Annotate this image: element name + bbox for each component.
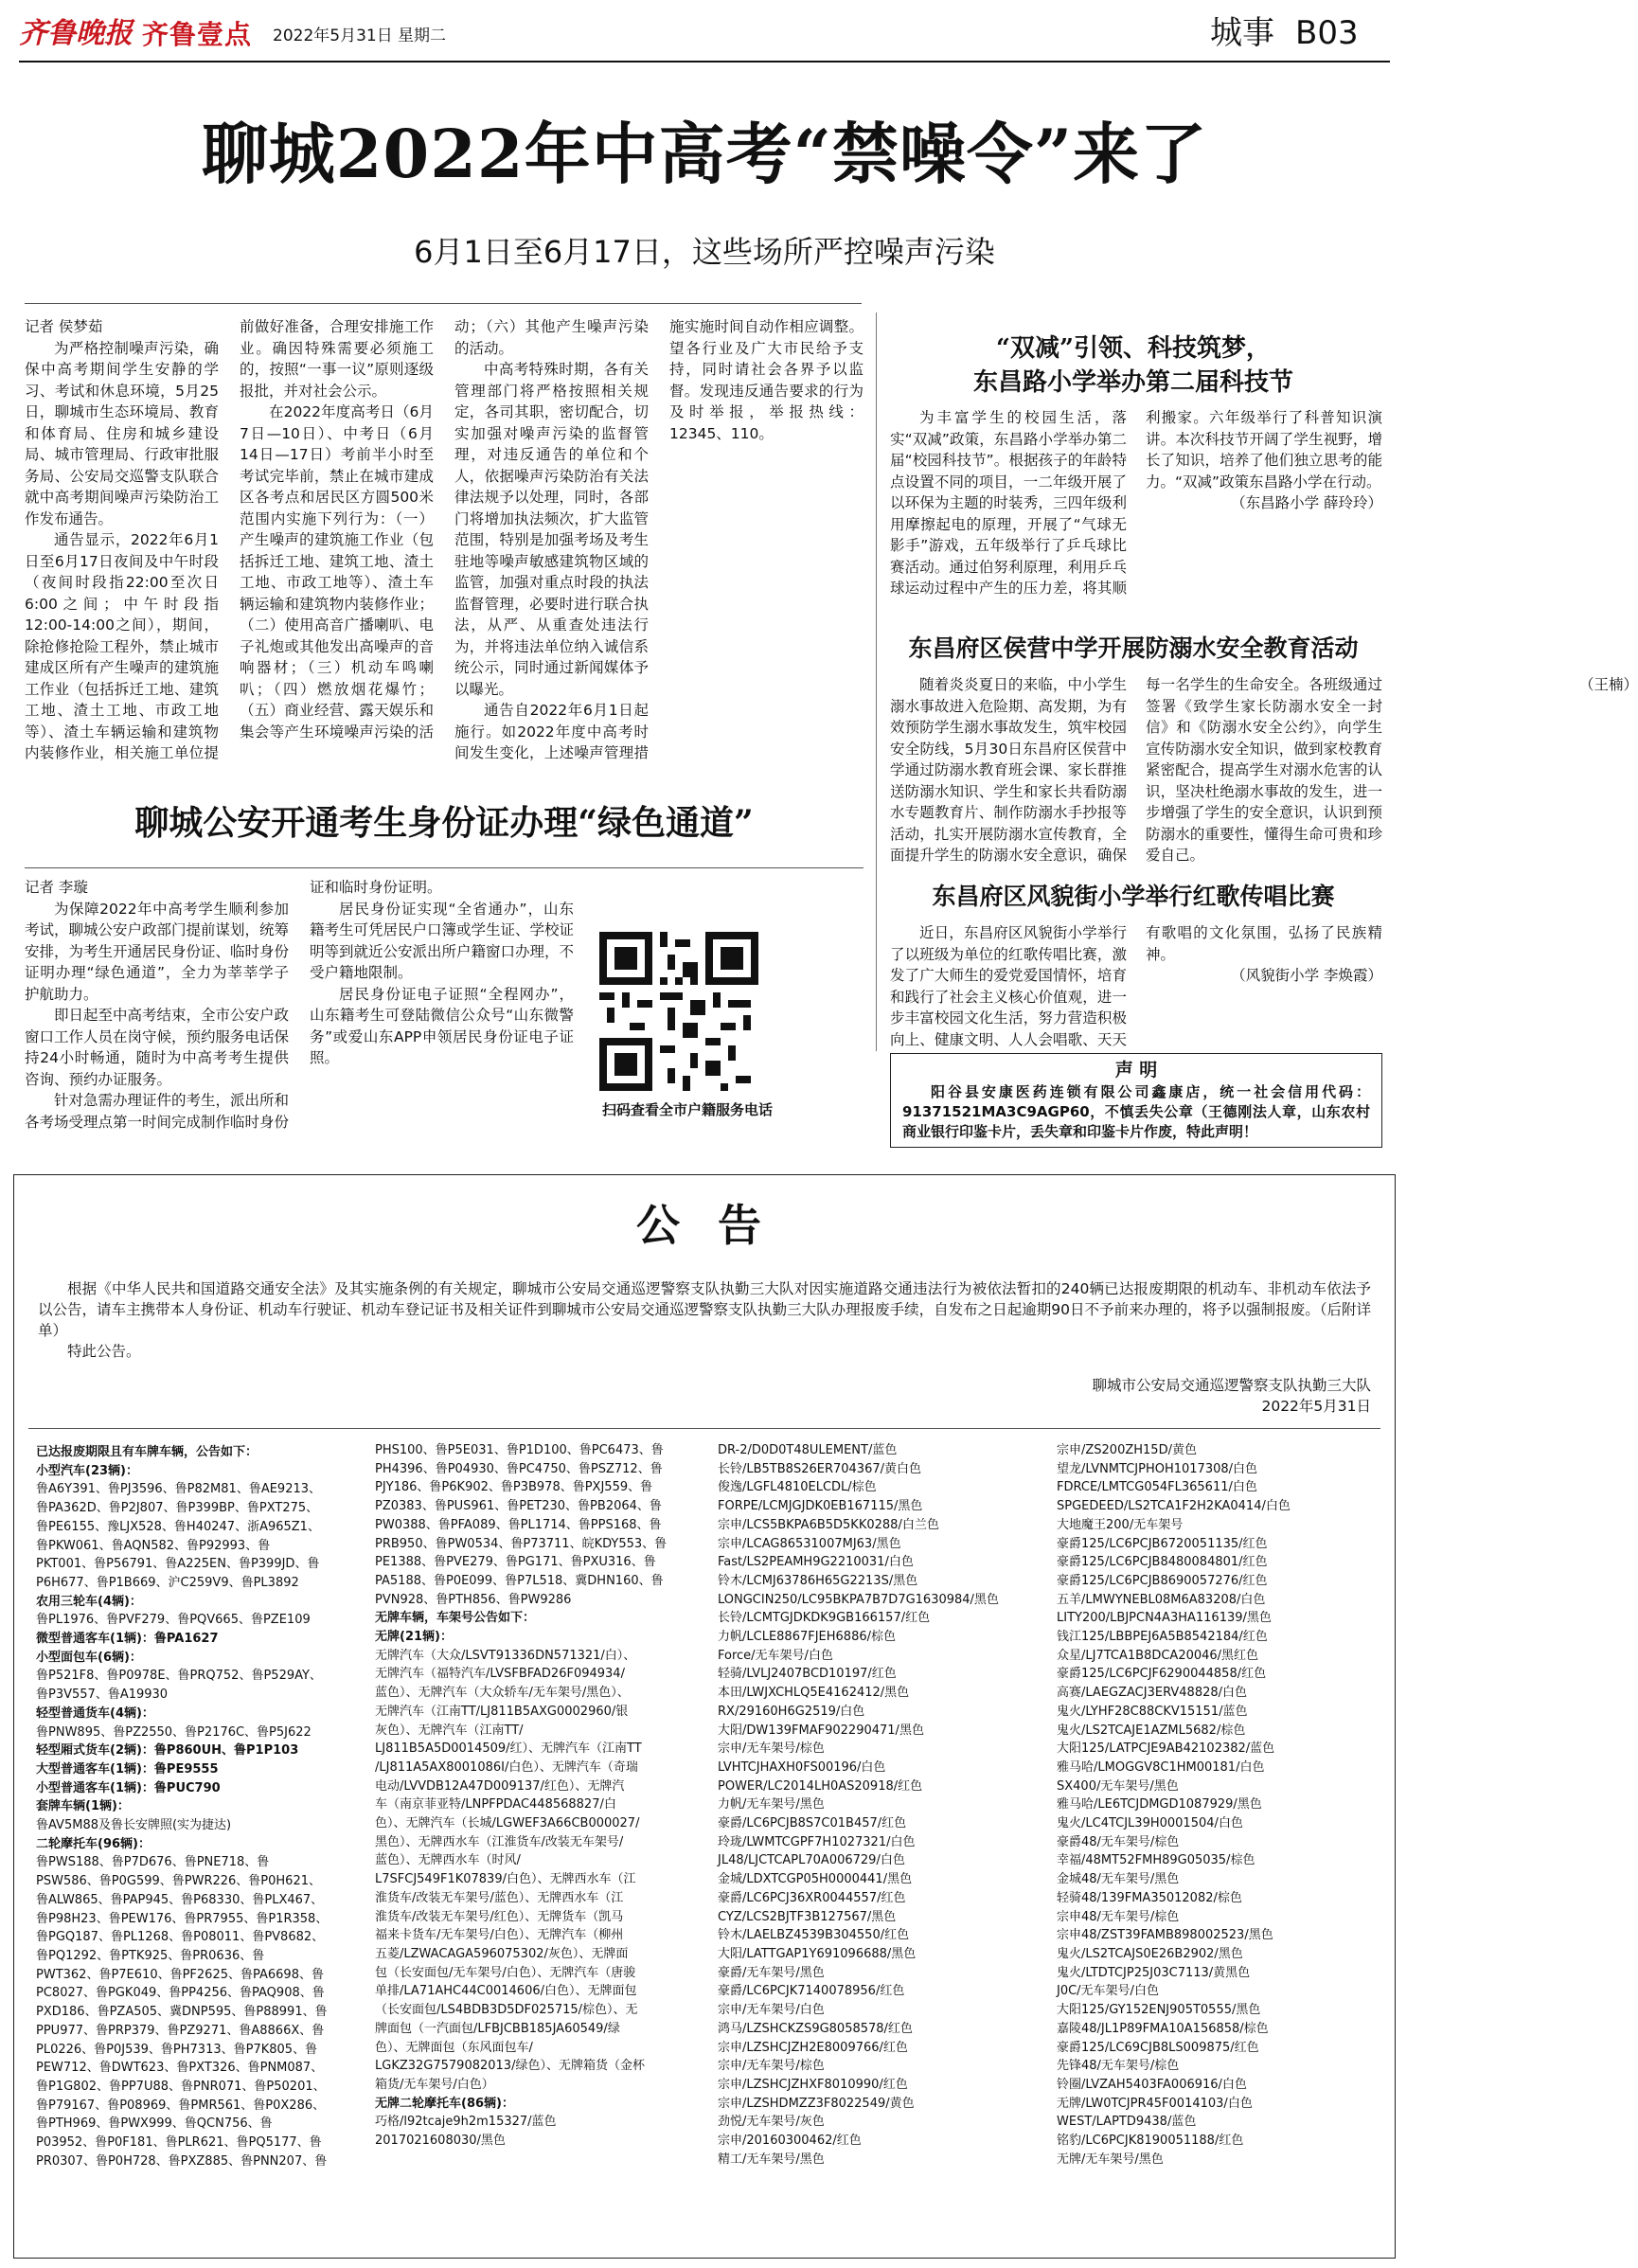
id-headline-rule xyxy=(25,867,864,868)
vehicle-list-line: 宗申/20160300462/红色 xyxy=(718,2134,862,2149)
vehicle-list-line: 豪爵/无车架号/黑色 xyxy=(718,1965,825,1980)
vehicle-list-line: 无牌汽车（大众/LSVT91336DN571321/白）、 xyxy=(375,1648,636,1663)
vehicle-list-line: LONGCIN250/LC95BKPA7B7D7G1630984/黑色 xyxy=(718,1592,999,1607)
id-paragraph: 居民身份证实现“全省通办”，山东籍考生可凭居民户口簿或学生证、学校证明等到就近公安派出所户籍窗口办理，不受户籍地限制。 xyxy=(310,900,575,981)
statement-title: 声 明 xyxy=(1114,1060,1158,1080)
vehicle-list-line: 鲁P98H23、鲁PEW176、鲁PR7955、鲁P1R358、 xyxy=(36,1911,329,1926)
vehicle-list-line: PL0226、鲁P0J539、鲁PH7313、鲁P7K805、鲁 xyxy=(36,2042,318,2057)
vehicle-list-line: 鲁ALW865、鲁PAP945、鲁P68330、鲁PLX467、 xyxy=(36,1892,324,1907)
vehicle-list-line: 五菱/LZWACAGA596075302/灰色）、无牌面 xyxy=(375,1946,629,1961)
id-paragraph: 针对急需办理证件的考生，派出所和各考场受理点第一时间完成制作临时身份证和临时身份证明。 xyxy=(25,879,442,1131)
vehicle-list-line: PXD186、鲁PZA505、冀DNP595、鲁P88991、鲁 xyxy=(36,2005,328,2020)
vehicle-list-line: 先锋48/无车架号/棕色 xyxy=(1057,2059,1180,2074)
vehicle-list-line: 豪爵125/LC6PCJF6290044858/红色 xyxy=(1057,1667,1267,1682)
vehicle-list-line: 钱江125/LBBPEJ6A5B8542184/红色 xyxy=(1057,1630,1268,1645)
vehicle-list-line: 鲁PA362D、鲁P2J807、鲁P399BP、鲁PXT275、 xyxy=(36,1501,319,1516)
vehicle-list-line: LITY200/LBJPCN4A3HA116139/黑色 xyxy=(1057,1611,1272,1626)
vehicle-list-line: 豪爵125/LC6PCJB8690057276/红色 xyxy=(1057,1573,1268,1588)
vehicle-list-line: 宗申48/ZST39FAMB898002523/黑色 xyxy=(1057,1928,1273,1943)
vehicle-list-line: 淮货车/改装无车架号/红色）、无牌货车（凯马 xyxy=(375,1909,624,1924)
vehicle-list-line: 五羊/LMWYNEBL08M6A83208/白色 xyxy=(1057,1592,1266,1607)
vehicle-list-line: L7SFCJ549F1K07839/白色）、无牌西水车（江 xyxy=(375,1872,636,1887)
tech-credit: （东昌路小学 薛玲玲） xyxy=(1231,494,1382,511)
vehicle-list-line: 玲珑/LWMTCGPF7H1027321/白色 xyxy=(718,1834,916,1849)
issue-weekday: 星期二 xyxy=(398,27,446,45)
vehicle-list-line: FORPE/LCMJGJDK0EB167115/黑色 xyxy=(718,1499,923,1514)
lead-paragraph: 通告显示，2022年6月1日至6月17日夜间及中午时段（夜间时段指22:00至次日6:00之间；中午时段指12:00-14:00之间），期间，除抢修抢险工程外，禁止城市建成区所有产生噪声的建筑施工作业（包括拆迁工地、建筑工地、渣土工地、市政工地等）、渣土车辆运输和建筑物内装修作业，相关施工单位提前做好准备，合理安排施工作业。确因特殊需要必须施工的，按照“一事一议”原则逐级报批，并对社会公示。 xyxy=(25,318,434,761)
lead-paragraph: 中高考特殊时期，各有关管理部门将严格按照相关规定，各司其职，密切配合，切实加强对噪声污染的监督管理，对违反通告的单位和个人，依据噪声污染防治有关法律法规予以处理，同时，各部门将增加执法频次，扩大监管范围，特别是加强考场及考生驻地等噪声敏感建筑物区域的监管，加强对重点时段的执法监督管理，必要时进行联合执法，从严、从重查处违法行为，并将违法单位纳入诚信系统公示，同时通过新闻媒体予以曝光。 xyxy=(454,361,649,698)
statement-body: 阳谷县安康医药连锁有限公司鑫康店，统一社会信用代码：91371521MA3C9AGP60，不慎丢失公章（王德刚法人章，山东农村商业银行印鉴卡片，丢失章和印鉴卡片作废，特此声明！ xyxy=(902,1083,1370,1140)
vehicle-list-line: PH4396、鲁P04930、鲁PC4750、鲁PSZ712、鲁 xyxy=(375,1461,663,1476)
vehicle-list-line: 幸福/48MT52FMH89G05035/棕色 xyxy=(1057,1853,1255,1868)
vehicle-list-line: 2017021608030/黑色 xyxy=(375,2134,506,2149)
masthead xyxy=(0,0,1409,66)
vehicle-list-line: 鬼火/LS2TCAJS0E26B2902/黑色 xyxy=(1057,1946,1243,1961)
vehicle-list-line: 黑色）、无牌西水车（江淮货车/改装无车架号/ xyxy=(375,1834,624,1849)
vehicle-list-line: 金城/LDXTCGP05H0000441/黑色 xyxy=(718,1872,913,1887)
vehicle-list-line: PR0307、鲁P0H728、鲁PXZ885、鲁PNN207、鲁 xyxy=(36,2153,328,2169)
vehicle-list-line: 宗申48/无车架号/棕色 xyxy=(1057,1909,1180,1924)
vehicle-list-line: PRB950、鲁PW0534、鲁P73711、皖KDY553、鲁 xyxy=(375,1536,668,1551)
notice-title: 公 告 xyxy=(635,1200,773,1251)
lead-subhead: 6月1日至6月17日，这些场所严控噪声污染 xyxy=(414,234,995,270)
vehicle-list-line: 套牌车辆(1辆)： xyxy=(36,1799,130,1814)
notice-date: 2022年5月31日 xyxy=(1261,1398,1371,1415)
vehicle-list-line: 小型面包车(6辆)： xyxy=(36,1650,142,1665)
vehicle-list-line: 精工/无车架号/黑色 xyxy=(718,2152,825,2167)
vehicle-list-line: LJ811B5A5D0014509/红）、无牌汽车（江南TT xyxy=(375,1741,642,1757)
lead-paragraph: 在2022年度高考日（6月7日—10日）、中考日（6月14日—17日）考前半小时至考试完毕前，禁止在城市建成区各考点和居民区方圆500米范围内实施下列行为：（一）产生噪声的建筑施工作业（包括拆迁工地、建筑工地、渣土工地、市政工地等）、渣土车辆运输和建筑物内装修作业；（二）使用高音广播喇叭、电子礼炮或其他发出高噪声的音响器材；（三）机动车鸣喇叭；（四）燃放烟花爆竹；（五）商业经营、露天娱乐和集会等产生环境噪声污染的活动；（六）其他产生噪声污染的活动。 xyxy=(240,318,649,741)
vehicle-list-line: 铃圈/LVZAH5403FA006916/白色 xyxy=(1057,2077,1247,2092)
vehicle-list-line: 色）、无牌汽车（长城/LGWEF3A66CB000027/ xyxy=(375,1816,640,1831)
vehicle-list-line: Fast/LS2PEAMH9G2210031/白色 xyxy=(718,1555,914,1570)
vehicle-list-line: 鲁PWS188、鲁P7D676、鲁PNE718、鲁 xyxy=(36,1855,270,1870)
vehicle-list-line: PVN928、鲁PTH856、鲁PW9286 xyxy=(375,1592,572,1607)
song-article-body xyxy=(890,922,1382,1055)
vehicle-list-line: 雅马哈/LMOGGV8C1HM00181/白色 xyxy=(1057,1759,1265,1775)
vehicle-list-line: 宗申/LZSHCJZHXF8010990/红色 xyxy=(718,2077,908,2092)
vehicle-list-line: 鲁AV5M88及鲁长安牌照(实为捷达) xyxy=(36,1818,232,1833)
tech-paragraph: 为丰富学生的校园生活，落实“双减”政策，东昌路小学举办第二届“校园科技节”。根据孩子的年龄特点设置不同的项目，一二年级开展了以环保为主题的时装秀，三四年级利用摩擦起电的原理，开展了“气球无影手”游戏，五年级举行了乒乓球比赛活动。通过伯努利原理，利用乒乓球运动过程中产生的压力差，将其顺利搬家。六年级举行了科普知识演讲。本次科技节开阔了学生视野，增长了知识，培养了他们独立思考的能力。“双减”政策东昌路小学在行动。 xyxy=(890,409,1382,597)
vehicle-list-line: 小型汽车(23辆)： xyxy=(36,1463,138,1478)
vehicle-list-col-4 xyxy=(1057,1441,1384,2251)
vehicle-list-line: FDRCE/LMTCG054FL365611/白色 xyxy=(1057,1480,1257,1495)
vehicle-list-line: 无牌二轮摩托车(86辆)： xyxy=(375,2096,514,2111)
vehicle-list-line: PPU977、鲁PRP379、鲁PZ9271、鲁A8866X、鲁 xyxy=(36,2023,325,2038)
vehicle-list-col-3 xyxy=(718,1441,1045,2251)
vehicle-list-line: 无牌(21辆)： xyxy=(375,1630,453,1645)
id-paragraph: 居民身份证电子证照“全程网办”，山东籍考生可登陆微信公众号“山东微警务”或爱山东APP申领居民身份证电子证照。 xyxy=(310,985,574,1066)
vehicle-list-line: 豪爵125/LC69CJB8LS009875/红色 xyxy=(1057,2040,1259,2055)
vehicle-list-line: 鲁PGQ187、鲁PL1268、鲁P08011、鲁PV8682、 xyxy=(36,1930,325,1945)
vehicle-list-line: 豪爵125/LC6PCJB8480084801/红色 xyxy=(1057,1555,1268,1570)
vehicle-list-line: 无牌车辆，车架号公告如下： xyxy=(375,1611,536,1626)
vehicle-list-line: 鲁P79167、鲁P08969、鲁PMR561、鲁P0X286、 xyxy=(36,2098,326,2113)
vehicle-list-line: POWER/LC2014LH0AS20918/红色 xyxy=(718,1778,923,1794)
vehicle-list-line: 宗申/LCAG86531007MJ63/黑色 xyxy=(718,1536,901,1551)
vehicle-list-line: P03952、鲁P0F181、鲁PLR621、鲁PQ5177、鲁 xyxy=(36,2135,322,2151)
vehicle-list-line: 鲁A6Y391、鲁PJ3596、鲁P82M81、鲁AE9213、 xyxy=(36,1482,322,1497)
vehicle-list-col-2 xyxy=(375,1441,703,2251)
vehicle-list-line: 蓝色）、无牌汽车（大众轿车/无车架号/黑色）、 xyxy=(375,1686,630,1701)
paper-name: 齐鲁晚报 xyxy=(19,17,133,50)
notice-divider xyxy=(28,1428,1380,1429)
vehicle-list-line: 豪爵125/LC6PCJB6720051135/红色 xyxy=(1057,1536,1268,1551)
vehicle-list-line: 长铃/LB5TB8S26ER704367/黄白色 xyxy=(718,1461,921,1476)
vehicle-list-line: J0C/无车架号/白色 xyxy=(1057,1984,1159,1999)
lead-article-body xyxy=(25,316,864,775)
vehicle-list-line: 无牌汽车（江南TT/LJ811B5AXG0002960/银 xyxy=(375,1704,629,1719)
vehicle-list-line: 鬼火/LTDTCJP25J03C7113/黄黑色 xyxy=(1057,1965,1251,1980)
vehicle-list-line: PW0388、鲁PFA089、鲁PL1714、鲁PPS168、鲁 xyxy=(375,1517,662,1532)
vehicle-list-line: 轻骑48/139FMA35012082/棕色 xyxy=(1057,1890,1242,1905)
lead-paragraph: 通告自2022年6月1日起施行。如2022年度中高考时间发生变化，上述噪声管理措施实施时间自动作相应调整。望各行业及广大市民给予支持，同时请社会各界予以监督。发现违反通告要求的行为及时举报，举报热线：12345、110。 xyxy=(454,318,864,761)
id-article-body xyxy=(25,877,574,1152)
vehicle-list-line: P6H677、鲁P1B669、沪C259V9、鲁PL3892 xyxy=(36,1575,299,1590)
vehicle-list-line: 已达报废期限且有车牌车辆，公告如下： xyxy=(36,1445,258,1459)
vehicle-list-line: 无牌/无车架号/黑色 xyxy=(1057,2152,1164,2167)
vehicle-list-line: 铃木/LAELBZ4539B304550/红色 xyxy=(718,1928,910,1943)
vehicle-list-line: 本田/LWJXCHLQ5E4162412/黑色 xyxy=(718,1686,910,1701)
id-paragraph: 为保障2022年中高考学生顺利参加考试，聊城公安户政部门提前谋划，统筹安排，为考生开通居民身份证、临时身份证明办理“绿色通道”，全力为莘莘学子护航助力。 xyxy=(25,900,290,1003)
vehicle-list-line: 鲁PKW061、鲁AQN582、鲁P92993、鲁 xyxy=(36,1538,271,1553)
vehicle-list-line: 高赛/LAEGZACJ3ERV48828/白色 xyxy=(1057,1686,1248,1701)
song-paragraph: 近日，东昌府区风貌街小学举行了以班级为单位的红歌传唱比赛，激发了广大师生的爱党爱国情怀，培育和践行了社会主义核心价值观，进一步丰富校园文化生活，努力营造积极向上、健康文明、人人会唱歌、天天有歌唱的文化氛围，弘扬了民族精神。 xyxy=(890,924,1382,1048)
drown-article-body xyxy=(890,674,1638,883)
drown-credit: （王楠） xyxy=(1578,676,1638,693)
vehicle-list-line: 鲁PQ1292、鲁PTK925、鲁PR0636、鲁 xyxy=(36,1948,265,1963)
vehicle-list-line: 车（南京菲亚特/LNPFPDAC448568827/白 xyxy=(375,1797,616,1813)
notice-signature: 聊城市公安局交通巡逻警察支队执勤三大队 xyxy=(1092,1377,1371,1394)
vehicle-list-line: 灰色）、无牌汽车（江南TT/ xyxy=(375,1723,524,1738)
vehicle-list-line: PKT001、鲁P56791、鲁A225EN、鲁P399JD、鲁 xyxy=(36,1557,320,1572)
vehicle-list-line: 力帆/LCLE8867FJEH6886/棕色 xyxy=(718,1630,897,1645)
vehicle-list-line: LGKZ32G7579082013/绿色）、无牌箱货（金杯 xyxy=(375,2059,645,2074)
vehicle-list-line: 鸿马/LZSHCKZS9G8058578/红色 xyxy=(718,2021,913,2036)
vehicle-list-line: 望龙/LVNMTCJPHOH1017308/白色 xyxy=(1057,1461,1258,1476)
id-byline: 记者 李璇 xyxy=(25,879,88,896)
vehicle-list-line: 豪爵/LC6PCJK7140078956/红色 xyxy=(718,1984,905,1999)
column-divider xyxy=(876,313,877,1051)
vehicle-list xyxy=(1057,1441,1384,2169)
vehicle-list-line: 大阳/DW139FMAF902290471/黑色 xyxy=(718,1723,924,1738)
id-headline: 聊城公安开通考生身份证办理“绿色通道” xyxy=(134,803,754,843)
vehicle-list-line: 小型普通客车(1辆)：鲁PUC790 xyxy=(36,1780,221,1795)
tech-headline-line1: “双减”引领、科技筑梦， xyxy=(996,334,1271,363)
vehicle-list-line: 二轮摩托车(96辆)： xyxy=(36,1836,151,1851)
vehicle-list-line: PEW712、鲁DWT623、鲁PXT326、鲁PNM087、 xyxy=(36,2061,324,2076)
vehicle-list-line: 轻型普通货车(4辆)： xyxy=(36,1705,154,1721)
masthead-rule xyxy=(19,61,1390,63)
vehicle-list-line: 宗申/ZS200ZH15D/黄色 xyxy=(1057,1443,1197,1457)
vehicle-list-line: 鲁P521F8、鲁P0978E、鲁PRQ752、鲁P529AY、 xyxy=(36,1669,322,1684)
vehicle-list xyxy=(718,1441,1045,2169)
vehicle-list-line: WEST/LAPTD9438/蓝色 xyxy=(1057,2115,1197,2130)
vehicle-list-line: 宗申/无车架号/白色 xyxy=(718,2003,825,2018)
vehicle-list-line: JL48/LJCTCAPL70A006729/白色 xyxy=(718,1853,905,1868)
vehicle-list-line: 蓝色）、无牌西水车（时风/ xyxy=(375,1853,521,1868)
vehicle-list-line: CYZ/LCS2BJTF3B127567/黑色 xyxy=(718,1909,897,1924)
lead-headline: 聊城2022年中高考“禁噪令”来了 xyxy=(201,115,1208,193)
vehicle-list-line: 鬼火/LC4TCJL39H0001504/白色 xyxy=(1057,1816,1243,1831)
lead-byline: 记者 侯梦茹 xyxy=(25,318,103,335)
song-headline: 东昌府区风貌街小学举行红歌传唱比赛 xyxy=(932,883,1335,910)
vehicle-list-line: 豪爵/LC6PCJ36XR0044557/红色 xyxy=(718,1890,906,1905)
vehicle-list-line: 福来卡货车/无车架号/白色）、无牌汽车（柳州 xyxy=(375,1928,624,1943)
vehicle-list-line: PE1388、鲁PVE279、鲁PG171、鲁PXU316、鲁 xyxy=(375,1555,656,1570)
vehicle-list-line: 铃木/LCMJ63786H65G2213S/黑色 xyxy=(718,1573,918,1588)
vehicle-list-line: PZ0383、鲁PUS961、鲁PET230、鲁PB2064、鲁 xyxy=(375,1499,662,1514)
vehicle-list-line: RX/29160H6G2519/白色 xyxy=(718,1704,865,1719)
vehicle-list-line: 轻骑/LVLJ2407BCD10197/红色 xyxy=(718,1667,897,1682)
song-credit: （风貌街小学 李焕霞） xyxy=(1231,967,1382,984)
vehicle-list-line: 长铃/LCMTGJDKDK9GB166157/红色 xyxy=(718,1611,931,1626)
brand-logo: 齐鲁壹点 xyxy=(142,19,253,50)
vehicle-list-line: 大阳125/GY152ENJ905T0555/黑色 xyxy=(1057,2003,1261,2018)
lead-subhead-rule xyxy=(25,303,862,304)
issue-date: 2022年5月31日 xyxy=(273,27,393,45)
vehicle-list-col-1 xyxy=(36,1443,364,2253)
vehicle-list-line: 农用三轮车(4辆)： xyxy=(36,1594,142,1609)
vehicle-list-line: 巧格/l92tcaje9h2m15327/蓝色 xyxy=(375,2115,557,2130)
vehicle-list-line: 宗申/LZSHDMZZ3F8022549/黄色 xyxy=(718,2096,915,2111)
vehicle-list-line: 淮货车/改装无车架号/蓝色）、无牌西水车（江 xyxy=(375,1890,624,1905)
vehicle-list-line: 电动/LVVDB12A47D009137/红色）、无牌汽 xyxy=(375,1778,625,1794)
drown-paragraph: 随着炎炎夏日的来临，中小学生溺水事故进入危险期、高发期，为有效预防学生溺水事故发生，筑牢校园安全防线，5月30日东昌府区侯营中学通过防溺水教育班会课、家长群推送防溺水知识、学生和家长共看防溺水专题教育片、制作防溺水手抄报等活动，扎实开展防溺水宣传教育，全面提升学生的防溺水安全意识，确保每一名学生的生命安全。各班级通过签署《致学生家长防溺水安全一封信》和《防溺水安全公约》，向学生宣传防溺水安全知识，做到家校教育紧密配合，提高学生对溺水危害的认识，坚决杜绝溺水事故的发生，进一步增强了学生的安全意识，认识到预防溺水的重要性，懂得生命可贵和珍爱自己。 xyxy=(890,676,1382,864)
vehicle-list-line: 鲁PNW895、鲁PZ2550、鲁P2176C、鲁P5J622 xyxy=(36,1724,312,1740)
vehicle-list-line: 铭豹/LC6PCJK8190051188/红色 xyxy=(1057,2134,1244,2149)
vehicle-list-line: 鲁PE6155、豫LJX528、鲁H40247、浙A965Z1、 xyxy=(36,1519,320,1534)
notice-paragraph: 根据《中华人民共和国道路交通安全法》及其实施条例的有关规定，聊城市公安局交通巡逻警察支队执勤三大队对因实施道路交通违法行为被依法暂扣的240辆已达报废期限的机动车、非机动车依法予以公告，请车主携带本人身份证、机动车行驶证、机动车登记证书及相关证件到聊城市公安局交通巡逻警察支队执勤三大队办理报废手续，自发布之日起逾期90日不予前来办理的，将予以强制报废。（后附详单） xyxy=(38,1280,1371,1339)
vehicle-list-line: DR-2/D0D0T48ULEMENT/蓝色 xyxy=(718,1443,898,1457)
vehicle-list-line: 大型普通客车(1辆)：鲁PE9555 xyxy=(36,1761,219,1777)
vehicle-list-line: 雅马哈/LE6TCJDMGD1087929/黑色 xyxy=(1057,1797,1262,1813)
vehicle-list-line: /LJ811A5AX8001086I/白色）、无牌汽车（奇瑞 xyxy=(375,1759,638,1775)
vehicle-list-line: 鬼火/LYHF28C88CKV15151/蓝色 xyxy=(1057,1704,1248,1719)
vehicle-list-line: 力帆/无车架号/黑色 xyxy=(718,1797,825,1813)
vehicle-list xyxy=(375,1441,703,2151)
vehicle-list-line: 单排/LA71AHC44C0014606/白色）、无牌面包 xyxy=(375,1984,637,1999)
vehicle-list-line: 豪爵48/无车架号/棕色 xyxy=(1057,1834,1180,1849)
vehicle-list-line: 鬼火/LS2TCAJE1AZML5682/棕色 xyxy=(1057,1723,1246,1738)
vehicle-list-line: 大阳/LATTGAP1Y691096688/黑色 xyxy=(718,1946,917,1961)
vehicle-list-line: 宗申/LCS5BKPA6B5D5KK0288/白兰色 xyxy=(718,1517,939,1532)
vehicle-list-line: SX400/无车架号/黑色 xyxy=(1057,1778,1179,1794)
qr-caption: 扫码查看全市户籍服务电话 xyxy=(601,1101,773,1118)
vehicle-list-line: 大地魔王200/无车架号 xyxy=(1057,1517,1184,1532)
vehicle-list-line: 宗申/无车架号/棕色 xyxy=(718,2059,825,2074)
statement-box xyxy=(890,1053,1382,1148)
vehicle-list-line: LVHTCJHAXH0FS00196/白色 xyxy=(718,1759,886,1775)
id-paragraph: 即日起至中高考结束，全市公安户政窗口工作人员在岗守候，预约服务电话保持24小时畅通，随时为中高考考生提供咨询、预约办证服务。 xyxy=(25,1007,290,1088)
tech-headline xyxy=(884,331,1382,400)
page-number: B03 xyxy=(1295,14,1359,52)
vehicle-list-line: 宗申/LZSHCJZH2E8009766/红色 xyxy=(718,2040,908,2055)
vehicle-list-line: PWT362、鲁P7E610、鲁PF2625、鲁PA6698、鲁 xyxy=(36,1967,324,1982)
drown-headline: 东昌府区侯营中学开展防溺水安全教育活动 xyxy=(908,634,1359,662)
tech-article-body xyxy=(890,407,1382,619)
vehicle-list-line: PSW586、鲁P0G599、鲁PWR226、鲁P0H621、 xyxy=(36,1874,321,1889)
notice-body xyxy=(38,1278,1371,1362)
vehicle-list-line: 劲悦/无车架号/灰色 xyxy=(718,2115,825,2130)
vehicle-list-line: PC8027、鲁PGK049、鲁PP4256、鲁PAQ908、鲁 xyxy=(36,1986,325,2001)
vehicle-list-line: SPGEDEED/LS2TCA1F2H2KA0414/白色 xyxy=(1057,1499,1291,1514)
vehicle-list-line: 无牌/LW0TCJPR45F0014103/白色 xyxy=(1057,2096,1253,2111)
vehicle-list-line: 无牌汽车（福特汽车/LVSFBFAD26F094934/ xyxy=(375,1667,625,1682)
vehicle-list-line: PJY186、鲁P6K902、鲁P3B978、鲁PXJ559、鲁 xyxy=(375,1480,653,1495)
vehicle-list-line: PHS100、鲁P5E031、鲁P1D100、鲁PC6473、鲁 xyxy=(375,1443,664,1457)
vehicle-list-line: 轻型厢式货车(2辆)：鲁P860UH、鲁P1P103 xyxy=(36,1743,299,1759)
vehicle-list-line: 鲁PL1976、鲁PVF279、鲁PQV665、鲁PZE109 xyxy=(36,1613,311,1628)
qr-code-icon[interactable] xyxy=(599,932,758,1091)
vehicle-list-line: 大阳125/LATPCJE9AB42102382/蓝色 xyxy=(1057,1741,1275,1757)
vehicle-list-line: 嘉陵48/JL1P89FMA10A156858/棕色 xyxy=(1057,2021,1269,2036)
notice-paragraph: 特此公告。 xyxy=(67,1343,141,1360)
vehicle-list-line: 鲁P3V557、鲁A19930 xyxy=(36,1688,169,1703)
qr-block xyxy=(587,877,864,1142)
section-label: 城事 xyxy=(1210,14,1274,52)
vehicle-list-line: 豪爵/LC6PCJB8S7C01B457/红色 xyxy=(718,1816,907,1831)
vehicle-list-line: Force/无车架号/白色 xyxy=(718,1648,833,1663)
vehicle-list-line: 金城48/无车架号/黑色 xyxy=(1057,1872,1180,1887)
vehicle-list-line: 包（长安面包/无车架号/白色）、无牌汽车（唐骏 xyxy=(375,1965,636,1980)
tech-headline-line2: 东昌路小学举办第二届科技节 xyxy=(972,368,1293,397)
vehicle-list-line: （长安面包/LS4BDB3D5DF025715/棕色）、无 xyxy=(375,2003,638,2018)
vehicle-list-line: 色）、无牌面包（东风面包车/ xyxy=(375,2040,533,2055)
vehicle-list-line: 众星/LJ7TCA1B8DCA20046/黑红色 xyxy=(1057,1648,1259,1663)
vehicle-list-line: 微型普通客车(1辆)：鲁PA1627 xyxy=(36,1632,219,1647)
vehicle-list-line: 牌面包（一汽面包/LFBJCBB185JA60549/绿 xyxy=(375,2021,620,2036)
lead-paragraph: 为严格控制噪声污染，确保中高考期间学生安静的学习、考试和休息环境，5月25日，聊城市生态环境局、教育和体育局、住房和城乡建设局、城市管理局、行政审批服务局、公安局交巡警支队联合就中高考期间噪声污染防治工作发布通告。 xyxy=(25,339,219,527)
vehicle-list-line: 宗申/无车架号/棕色 xyxy=(718,1741,825,1757)
vehicle-list-line: 鲁P1G802、鲁PP7U88、鲁PNR071、鲁P50201、 xyxy=(36,2079,326,2094)
vehicle-list-line: PA5188、鲁P0E099、鲁P7L518、冀DHN160、鲁 xyxy=(375,1573,664,1588)
vehicle-list-line: 鲁PTH969、鲁PWX999、鲁QCN756、鲁 xyxy=(36,2116,273,2132)
vehicle-list-line: 俊逸/LGFL4810ELCDL/棕色 xyxy=(718,1480,877,1495)
vehicle-list xyxy=(36,1443,364,2170)
vehicle-list-line: 箱货/无车架号/白色） xyxy=(375,2077,494,2092)
